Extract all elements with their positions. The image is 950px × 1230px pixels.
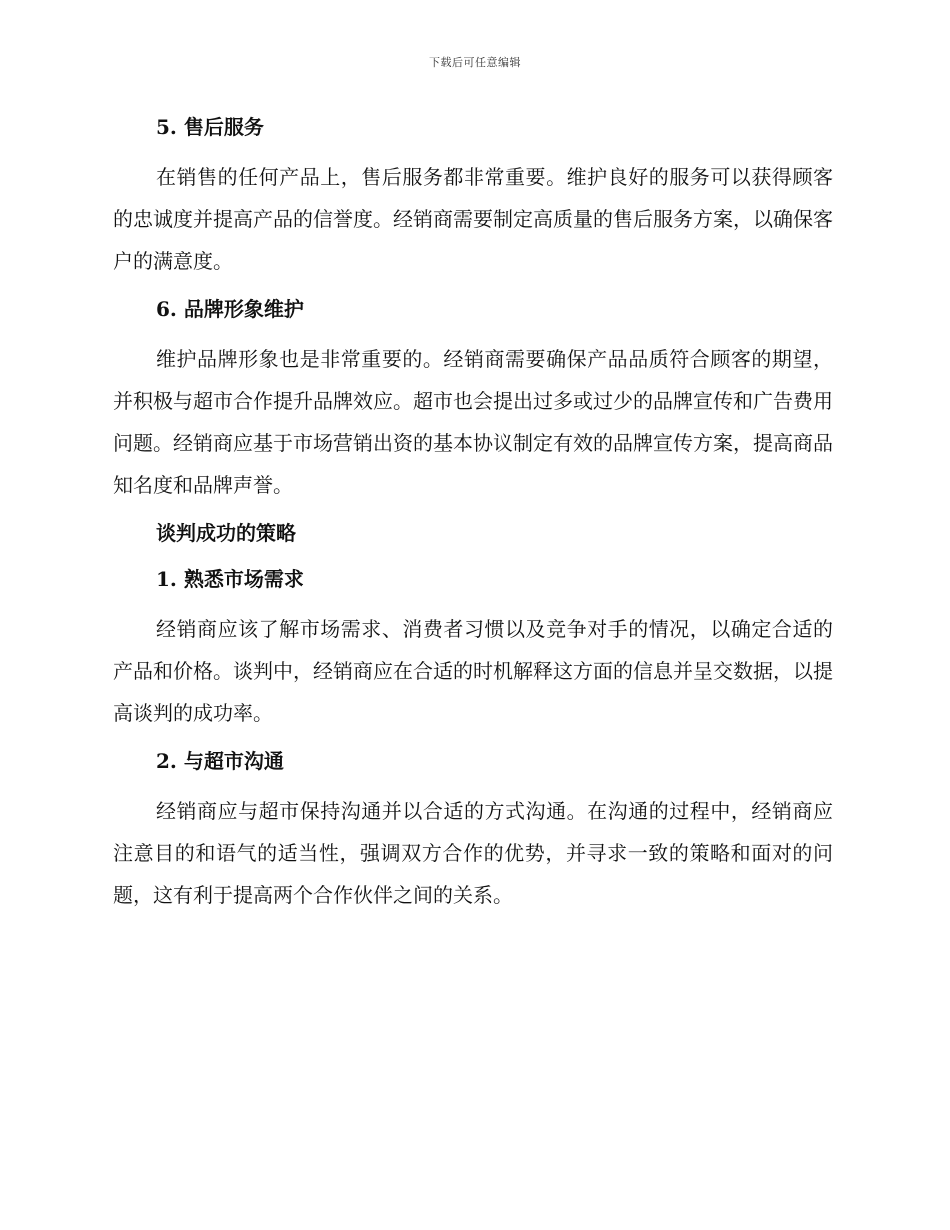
section-heading-market-demand: 1. 熟悉市场需求 [156, 567, 304, 591]
section-heading-communication: 2. 与超市沟通 [156, 749, 284, 773]
section-heading-brand-image: 6. 品牌形象维护 [156, 297, 304, 321]
page-header: 下载后可任意编辑 [429, 56, 521, 69]
section-paragraph-after-sales: 在销售的任何产品上，售后服务都非常重要。维护良好的服务可以获得顾客的忠诚度并提高产品的信誉度。经销商需要制定高质量的售后服务方案，以确保客户的满意度。 [113, 165, 833, 273]
section-paragraph-communication: 经销商应与超市保持沟通并以合适的方式沟通。在沟通的过程中，经销商应注意目的和语气的适当性，强调双方合作的优势，并寻求一致的策略和面对的问题，这有利于提高两个合作伙伴之间的关系。 [113, 799, 833, 907]
section-paragraph-market-demand: 经销商应该了解市场需求、消费者习惯以及竞争对手的情况，以确定合适的产品和价格。谈判中，经销商应在合适的时机解释这方面的信息并呈交数据，以提高谈判的成功率。 [113, 617, 833, 725]
section-heading-negotiation-strategy: 谈判成功的策略 [156, 521, 296, 545]
section-heading-after-sales: 5. 售后服务 [156, 115, 264, 139]
document-body [113, 110, 833, 916]
section-paragraph-brand-image: 维护品牌形象也是非常重要的。经销商需要确保产品品质符合顾客的期望，并积极与超市合作提升品牌效应。超市也会提出过多或过少的品牌宣传和广告费用问题。经销商应基于市场营销出资的基本协议制定有效的品牌宣传方案，提高商品知名度和品牌声誉。 [113, 347, 833, 497]
